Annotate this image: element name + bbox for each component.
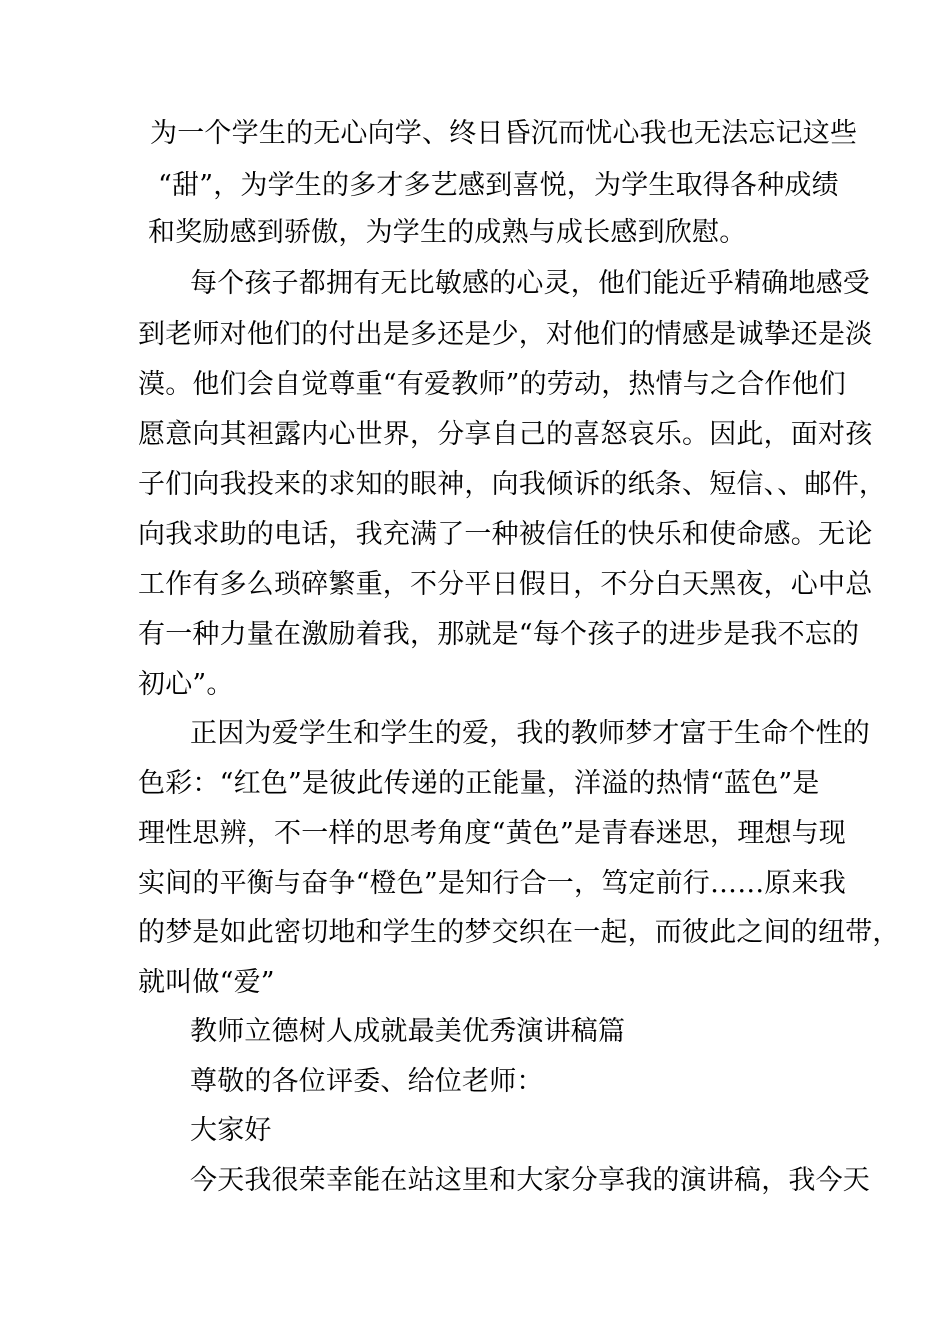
text-line-13: 正因为爱学生和学生的爱，我的教师梦才富于生命个性的	[190, 718, 870, 749]
text-line-1: 为一个学生的无心向学、终日昏沉而忧心我也无法忘记这些	[150, 118, 858, 149]
text-line-14: 色彩：“红色”是彼此传递的正能量，洋溢的热情“蓝色”是	[138, 768, 820, 799]
text-line-8: 子们向我投来的求知的眼神，向我倾诉的纸条、短信、、邮件，	[138, 469, 887, 500]
text-line-12: 初心”。	[138, 669, 234, 700]
text-line-3: 和奖励感到骄傲，为学生的成熟与成长感到欣慰。	[148, 217, 747, 248]
text-line-16: 实间的平衡与奋争“橙色”是知行合一，笃定前行……原来我	[138, 868, 847, 899]
text-line-9: 向我求助的电话，我充满了一种被信任的快乐和使命感。无论	[138, 519, 873, 550]
text-line-18: 就叫做“爱”	[138, 967, 275, 998]
text-line-15: 理性思辨，不一样的思考角度“黄色”是青春迷思，理想与现	[138, 818, 847, 849]
text-line-10: 工作有多么琐碎繁重，不分平日假日，不分白天黑夜，心中总	[138, 569, 873, 600]
text-line-17: 的梦是如此密切地和学生的梦交织在一起，而彼此之间的纽带，	[138, 917, 900, 948]
text-line-2: “甜”，为学生的多才多艺感到喜悦，为学生取得各种成绩	[158, 170, 839, 201]
salutation: 尊敬的各位评委、给位老师：	[190, 1066, 544, 1097]
text-line-7: 愿意向其袒露内心世界，分享自己的喜怒哀乐。因此，面对孩	[138, 419, 873, 450]
text-line-5: 到老师对他们的付出是多还是少，对他们的情感是诚挚还是淡	[138, 319, 873, 350]
text-line-11: 有一种力量在激励着我，那就是“每个孩子的进步是我不忘的	[138, 619, 860, 650]
text-line-6: 漠。他们会自觉尊重“有爱教师”的劳动，热情与之合作他们	[138, 369, 847, 400]
greeting: 大家好	[190, 1115, 272, 1146]
section-title: 教师立德树人成就最美优秀演讲稿篇	[190, 1016, 626, 1047]
text-line-22: 今天我很荣幸能在站这里和大家分享我的演讲稿，我今天	[190, 1165, 870, 1196]
text-line-4: 每个孩子都拥有无比敏感的心灵，他们能近乎精确地感受	[190, 268, 870, 299]
